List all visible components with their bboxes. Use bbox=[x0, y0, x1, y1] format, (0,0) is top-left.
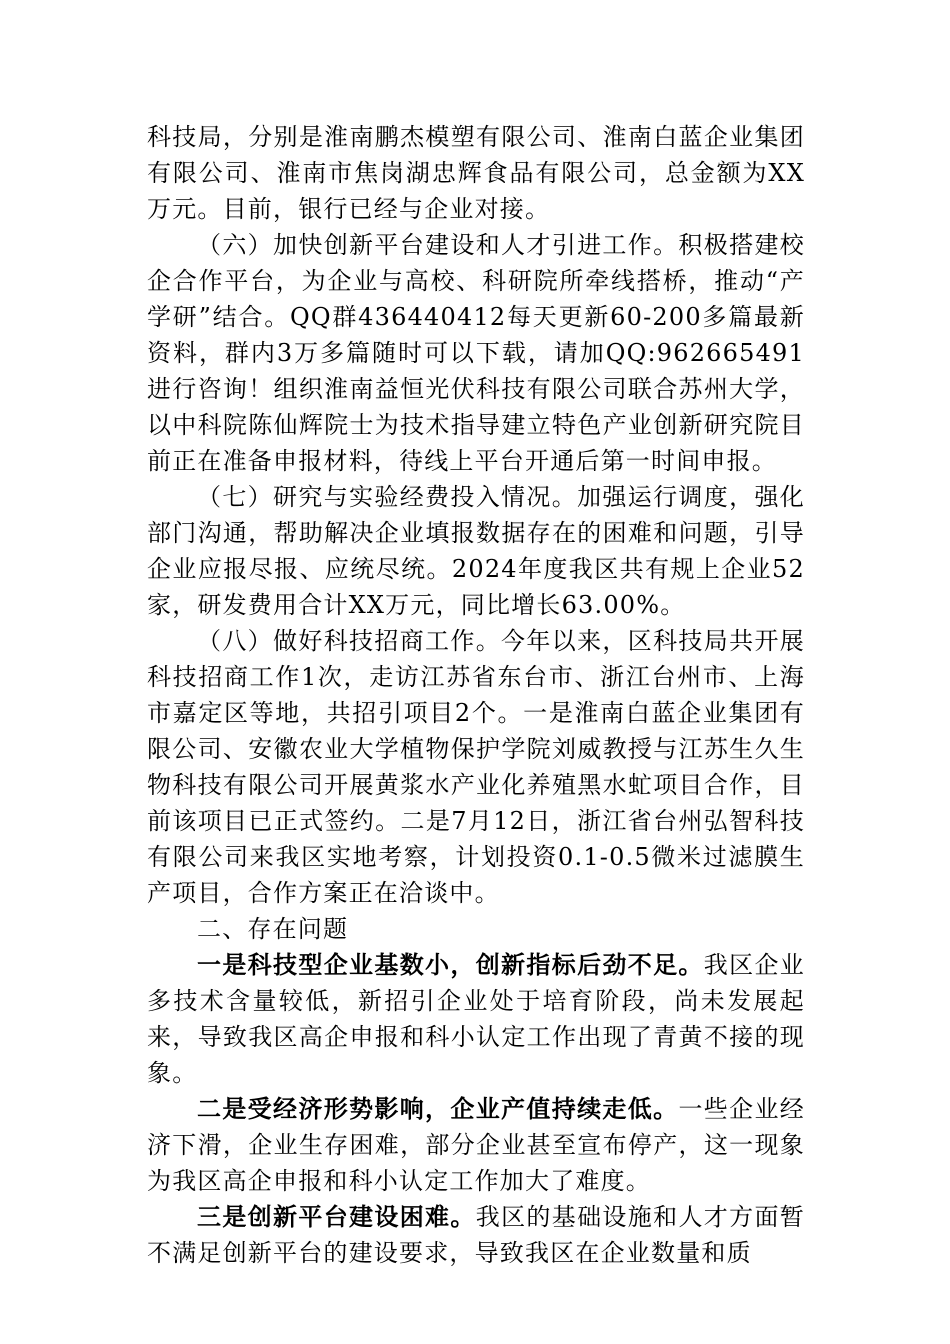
paragraph-text: （七）研究与实验经费投入情况。加强运行调度，强化部门沟通，帮助解决企业填报数据存在的困难和问题，引导企业应报尽报、应统尽统。2024年度我区共有规上企业52家，研发费用合计XX万元，同比增长63.00%。 bbox=[147, 483, 805, 619]
paragraph-lead: 三是创新平台建设困难。 bbox=[197, 1202, 476, 1231]
paragraph-text: （八）做好科技招商工作。今年以来，区科技局共开展科技招商工作1次，走访江苏省东台市、浙江台州市、上海市嘉定区等地，共招引项目2个。一是淮南白蓝企业集团有限公司、安徽农业大学植物保护学院刘威教授与江苏生久生物科技有限公司开展黄浆水产业化养殖黑水虻项目合作，目前该项目已正式签约。二是7月12日，浙江省台州弘智科技有限公司来我区实地考察，计划投资0.1-0.5微米过滤膜生产项目，合作方案正在洽谈中。 bbox=[147, 627, 805, 907]
paragraph-text: 我区的基础设施和人才方面暂不满足创新平台的建设要求，导致我区在企业数量和质 bbox=[147, 1203, 805, 1267]
paragraph-text: 科技局，分别是淮南鹏杰模塑有限公司、淮南白蓝企业集团有限公司、淮南市焦岗湖忠辉食品有限公司，总金额为XX万元。目前，银行已经与企业对接。 bbox=[147, 123, 805, 223]
paragraph-investment-attraction bbox=[147, 623, 805, 911]
document-body bbox=[147, 119, 805, 1271]
paragraph-rd-funding bbox=[147, 479, 805, 623]
paragraph-problem-three bbox=[147, 1199, 805, 1271]
paragraph-innovation-platform bbox=[147, 227, 805, 479]
paragraph-text: 一些企业经济下滑，企业生存困难，部分企业甚至宣布停产，这一现象为我区高企申报和科小认定工作加大了难度。 bbox=[147, 1095, 805, 1195]
paragraph-problem-one bbox=[147, 947, 805, 1091]
section-heading-problems bbox=[147, 911, 805, 947]
section-heading-text: 二、存在问题 bbox=[197, 915, 349, 943]
paragraph-problem-two bbox=[147, 1091, 805, 1199]
paragraph-lead: 二是受经济形势影响，企业产值持续走低。 bbox=[197, 1094, 679, 1123]
paragraph-text: 我区企业多技术含量较低，新招引企业处于培育阶段，尚未发展起来，导致我区高企申报和科小认定工作出现了青黄不接的现象。 bbox=[147, 951, 805, 1087]
paragraph-lead: 一是科技型企业基数小，创新指标后劲不足。 bbox=[197, 950, 704, 979]
paragraph-bank-loans bbox=[147, 119, 805, 227]
paragraph-text: （六）加快创新平台建设和人才引进工作。积极搭建校企合作平台，为企业与高校、科研院所牵线搭桥，推动“产学研”结合。QQ群436440412每天更新60-200多篇最新资料，群内3万多篇随时可以下载，请加QQ:962665491进行咨询！组织淮南益恒光伏科技有限公司联合苏州大学，以中科院陈仙辉院士为技术指导建立特色产业创新研究院目前正在准备申报材料，待线上平台开通后第一时间申报。 bbox=[147, 231, 805, 475]
